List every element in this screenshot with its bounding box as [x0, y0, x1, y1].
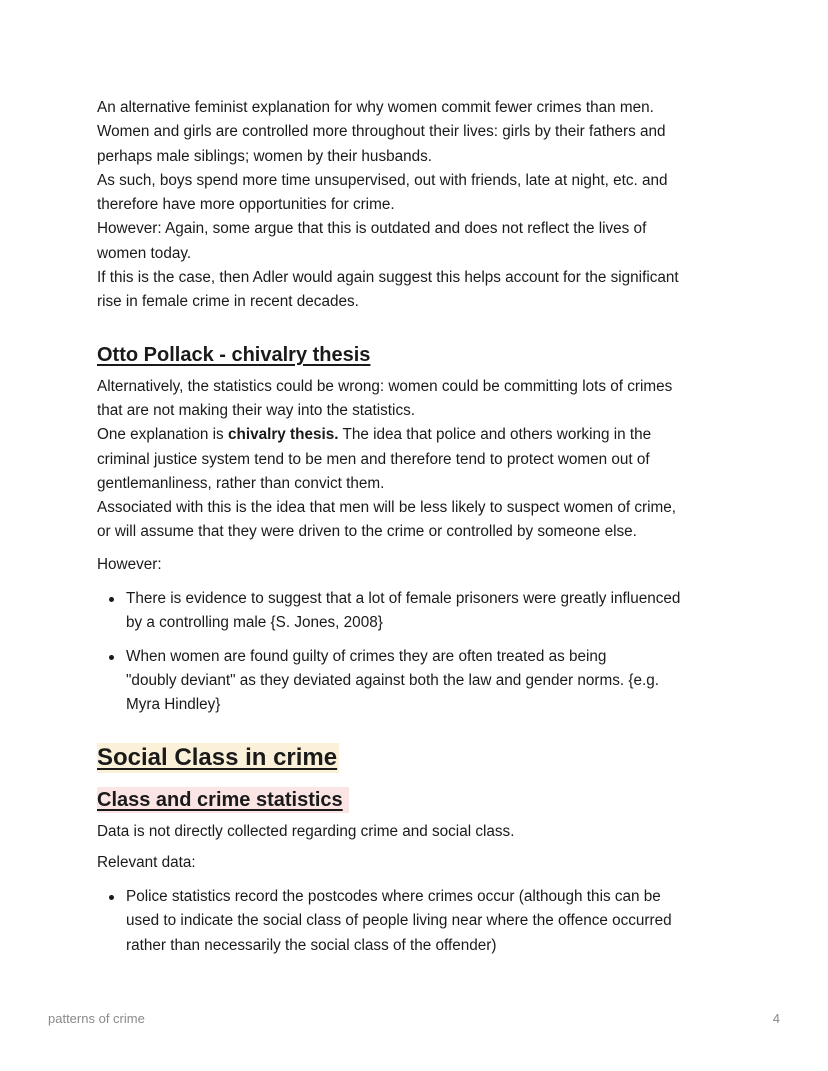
text-line: Data is not directly collected regarding crime and social class.: [97, 822, 515, 840]
text-line: Associated with this is the idea that men will be less likely to suspect women of crime,: [97, 499, 676, 517]
bullet-icon: [109, 655, 114, 660]
social-bullet-list: [97, 885, 727, 958]
text-line: Police statistics record the postcodes where crimes occur (although this can be: [126, 888, 661, 906]
social-class-heading: Social Class in crime: [97, 743, 338, 771]
text-line: An alternative feminist explanation for why women commit fewer crimes than men.: [97, 99, 654, 116]
text-line: As such, boys spend more time unsupervised, out with friends, late at night, etc. and: [97, 171, 668, 189]
text-line: perhaps male siblings; women by their husbands.: [97, 147, 433, 165]
pollack-heading: Otto Pollack - chivalry thesis: [97, 343, 371, 366]
document-page: [97, 96, 727, 958]
text-line: that are not making their way into the statistics.: [97, 401, 415, 419]
pollack-paragraph: [97, 375, 727, 545]
text-line: gentlemanliness, rather than convict them.: [97, 474, 385, 492]
pollack-bullet-list: [97, 587, 727, 717]
class-stats-heading: Class and crime statistics: [97, 787, 349, 813]
text-line: by a controlling male {S. Jones, 2008}: [126, 614, 383, 632]
text-line: used to indicate the social class of people living near where the offence occurred: [126, 912, 672, 930]
list-item: [97, 587, 727, 636]
text-line: criminal justice system tend to be men and therefore tend to protect women out of: [97, 450, 650, 468]
bullet-icon: [109, 895, 114, 900]
however-label: However:: [97, 555, 162, 573]
text-line: therefore have more opportunities for crime.: [97, 196, 395, 214]
text-line: rise in female crime in recent decades.: [97, 293, 359, 311]
text-line: "doubly deviant" as they deviated against both the law and gender norms. {e.g.: [126, 671, 660, 689]
text-line: Myra Hindley}: [126, 696, 221, 714]
text-line: Alternatively, the statistics could be wrong: women could be committing lots of crimes: [97, 377, 673, 395]
text-line: There is evidence to suggest that a lot of female prisoners were greatly influenced: [126, 590, 681, 608]
text-span: The idea that police and others working in the: [338, 426, 652, 444]
chivalry-thesis-term: chivalry thesis.: [227, 426, 339, 444]
text-line: rather than necessarily the social class of the offender): [126, 936, 497, 954]
text-span: One explanation is: [97, 426, 228, 444]
intro-paragraph: [97, 96, 727, 315]
text-line: However: Again, some argue that this is outdated and does not reflect the lives of: [97, 220, 647, 238]
page-number: 4: [772, 1011, 780, 1026]
footer-title: patterns of crime: [48, 1011, 145, 1026]
text-line: Relevant data:: [97, 853, 196, 871]
list-item: [97, 645, 727, 718]
list-item: [97, 885, 727, 958]
text-line: [97, 423, 727, 447]
page-footer: [48, 1011, 780, 1026]
bullet-icon: [109, 597, 114, 602]
text-line: When women are found guilty of crimes they are often treated as being: [126, 647, 607, 665]
text-line: or will assume that they were driven to the crime or controlled by someone else.: [97, 523, 637, 541]
text-line: women today.: [97, 244, 192, 262]
text-line: If this is the case, then Adler would again suggest this helps account for the significant: [97, 269, 679, 287]
text-line: Women and girls are controlled more throughout their lives: girls by their fathers and: [97, 123, 666, 141]
